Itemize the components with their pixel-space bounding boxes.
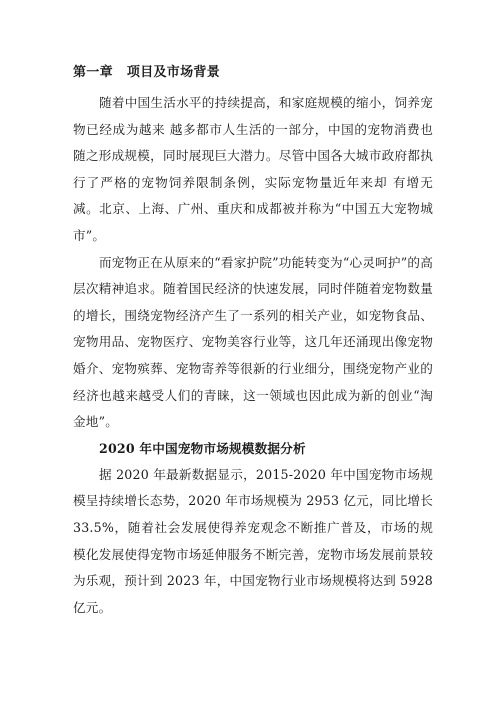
document-body [73, 62, 433, 621]
chapter-heading [73, 62, 433, 84]
industry-paragraph: 而宠物正在从原来的“看家护院”功能转变为“心灵呵护”的高层次精神追求。随着国民经济的快速发展，同时伴随着宠物数量的增长，围绕宠物经济产生了一系列的相关产业，如宠物食品、宠物用品、宠物医疗、宠物美容行业等，这几年还涌现出像宠物婚介、宠物殡葬、宠物寄养等很新的行业细分，围绕宠物产业的经济也越来越受人们的青睐，这一领域也因此成为新的创业“淘金地”。 [73, 254, 433, 430]
chapter-title: 项目及市场背景 [126, 65, 221, 80]
section-heading: 2020 年中国宠物市场规模数据分析 [99, 440, 306, 456]
intro-paragraph: 随着中国生活水平的持续提高，和家庭规模的缩小，饲养宠物已经成为越来 越多都市人生活的一部分，中国的宠物消费也随之形成规模，同时展现巨大潜力。尽管中国各大城市政府都执行了严格的宠物饲养限制条例，实际宠物量近年来却 有增无减。北京、上海、广州、重庆和成都被并称为“中国五大宠物城市”。 [73, 95, 433, 243]
chapter-number: 第一章 [73, 65, 113, 80]
market-data-paragraph: 据 2020 年最新数据显示，2015-2020 年中国宠物市场规模呈持续增长态势，2020 年市场规模为 2953 亿元，同比增长 33.5%，随着社会发展使得养宠观念不断推广普及，市场的规模化发展使得宠物市场延伸服务不断完善，宠物市场发展前景较为乐观，预计到 2023 年，中国宠物行业市场规模将达到 5928 亿元。 [73, 466, 433, 615]
